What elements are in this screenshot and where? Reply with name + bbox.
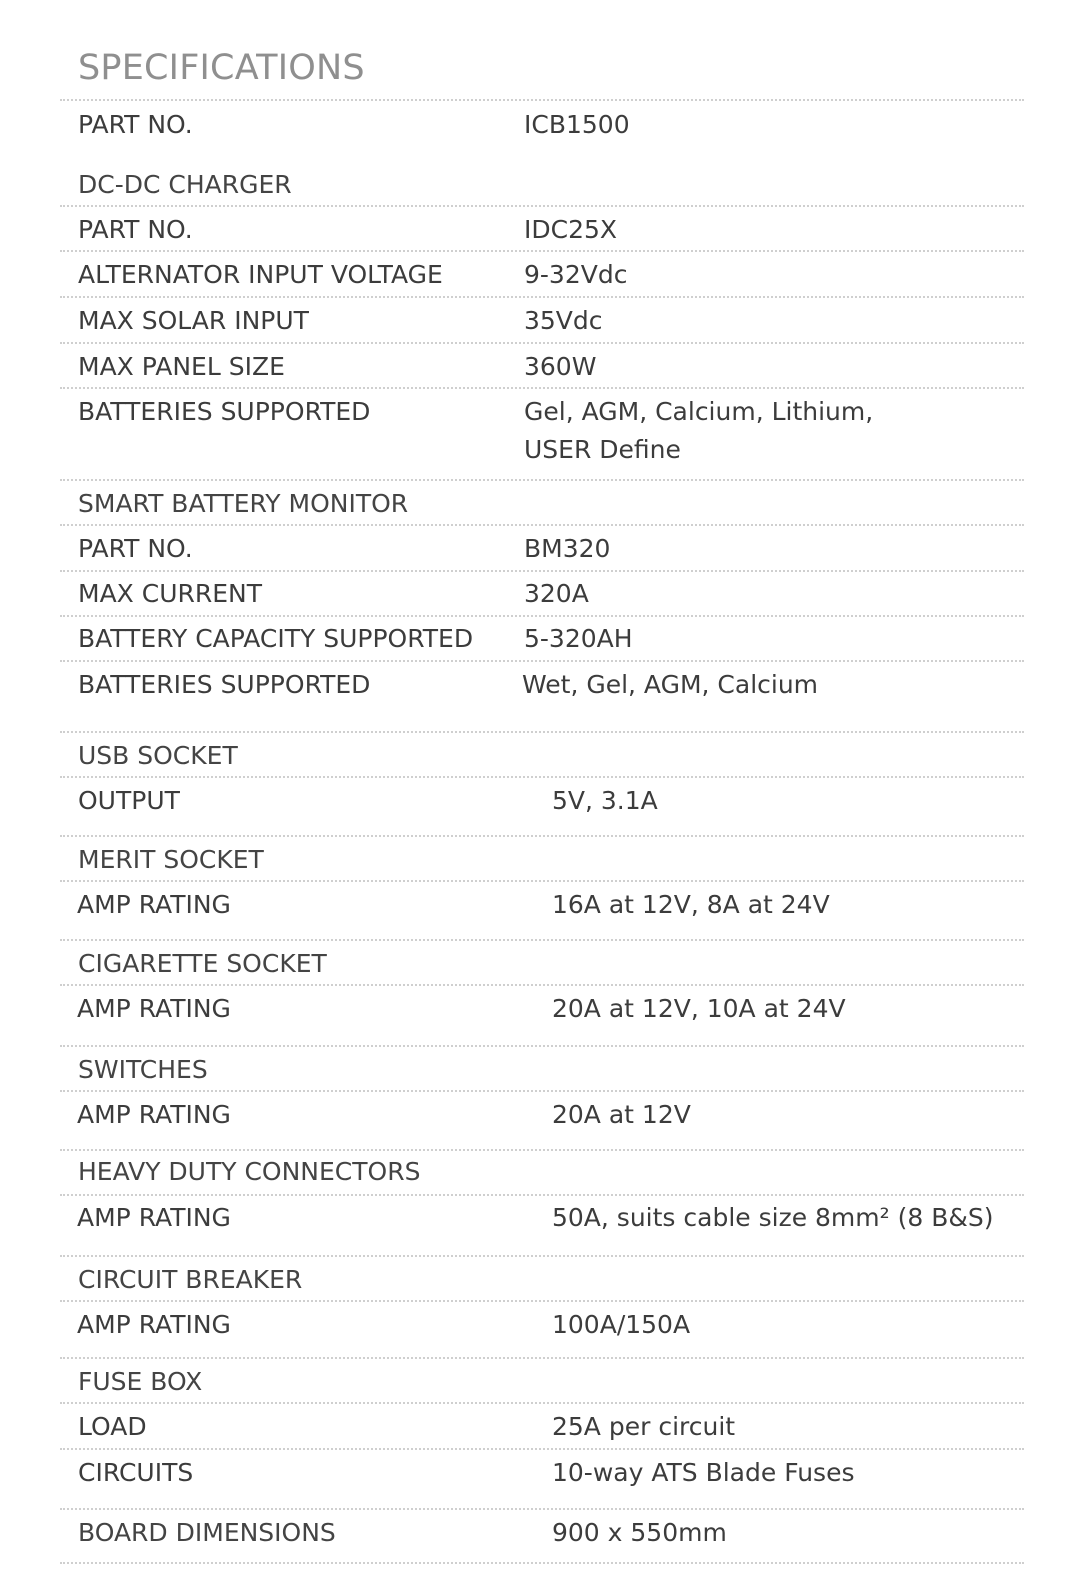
spec-value: 50A, suits cable size 8mm² (8 B&S) xyxy=(552,1203,994,1232)
spec-label: ALTERNATOR INPUT VOLTAGE xyxy=(78,260,443,289)
spec-value: IDC25X xyxy=(524,215,618,244)
section-heading-merit-socket: MERIT SOCKET xyxy=(78,845,264,874)
page-title: SPECIFICATIONS xyxy=(78,48,365,88)
divider xyxy=(60,1149,1024,1151)
spec-value: 16A at 12V, 8A at 24V xyxy=(552,890,830,919)
spec-value: 10-way ATS Blade Fuses xyxy=(552,1458,855,1487)
section-heading-fuse-box: FUSE BOX xyxy=(78,1367,203,1396)
spec-value: 25A per circuit xyxy=(552,1412,736,1441)
spec-value: Wet, Gel, AGM, Calcium xyxy=(522,670,819,699)
divider xyxy=(60,1357,1024,1359)
divider xyxy=(60,99,1024,101)
spec-label: MAX SOLAR INPUT xyxy=(78,306,309,335)
divider xyxy=(60,1255,1024,1257)
spec-value: Gel, AGM, Calcium, Lithium, xyxy=(524,397,874,426)
divider xyxy=(60,570,1024,572)
section-heading-switches: SWITCHES xyxy=(78,1055,208,1084)
spec-value: 100A/150A xyxy=(552,1310,691,1339)
divider xyxy=(60,731,1024,733)
spec-label: AMP RATING xyxy=(77,1100,231,1129)
divider xyxy=(60,1562,1024,1564)
spec-label: BATTERY CAPACITY SUPPORTED xyxy=(78,624,474,653)
section-heading-usb-socket: USB SOCKET xyxy=(78,741,238,770)
section-heading-dc-dc-charger: DC-DC CHARGER xyxy=(78,170,292,199)
section-heading-cigarette-socket: CIGARETTE SOCKET xyxy=(78,949,327,978)
spec-value: BM320 xyxy=(524,534,611,563)
divider xyxy=(60,1448,1024,1450)
divider xyxy=(60,1045,1024,1047)
divider xyxy=(60,250,1024,252)
spec-value: 360W xyxy=(524,352,597,381)
divider xyxy=(60,1090,1024,1092)
spec-value-continued: USER Define xyxy=(524,435,681,464)
spec-value: 9-32Vdc xyxy=(524,260,628,289)
spec-label: CIRCUITS xyxy=(78,1458,194,1487)
spec-label: OUTPUT xyxy=(78,786,180,815)
divider xyxy=(60,1402,1024,1404)
divider xyxy=(60,342,1024,344)
divider xyxy=(60,205,1024,207)
divider xyxy=(60,296,1024,298)
board-dimensions-value: 900 x 550mm xyxy=(552,1518,727,1547)
divider xyxy=(60,660,1024,662)
spec-label: AMP RATING xyxy=(77,994,231,1023)
divider xyxy=(60,835,1024,837)
spec-value: 20A at 12V xyxy=(552,1100,691,1129)
spec-label: LOAD xyxy=(78,1412,147,1441)
divider xyxy=(60,776,1024,778)
divider xyxy=(60,479,1024,481)
divider xyxy=(60,1508,1024,1510)
section-heading-heavy-duty-connectors: HEAVY DUTY CONNECTORS xyxy=(78,1157,421,1186)
spec-value: 320A xyxy=(524,579,589,608)
divider xyxy=(60,1300,1024,1302)
spec-label: BATTERIES SUPPORTED xyxy=(78,670,371,699)
spec-label: AMP RATING xyxy=(77,1203,231,1232)
divider xyxy=(60,939,1024,941)
spec-label: AMP RATING xyxy=(77,1310,231,1339)
section-heading-circuit-breaker: CIRCUIT BREAKER xyxy=(78,1265,303,1294)
top-part-no-label: PART NO. xyxy=(78,110,193,139)
section-heading-smart-battery-monitor: SMART BATTERY MONITOR xyxy=(78,489,409,518)
spec-value: 5V, 3.1A xyxy=(552,786,658,815)
spec-label: MAX CURRENT xyxy=(78,579,263,608)
divider xyxy=(60,387,1024,389)
divider xyxy=(60,984,1024,986)
spec-value: 35Vdc xyxy=(524,306,603,335)
spec-value: 20A at 12V, 10A at 24V xyxy=(552,994,846,1023)
spec-label: BATTERIES SUPPORTED xyxy=(78,397,371,426)
divider xyxy=(60,1194,1024,1196)
divider xyxy=(60,880,1024,882)
spec-value: 5-320AH xyxy=(524,624,633,653)
spec-label: MAX PANEL SIZE xyxy=(78,352,285,381)
top-part-no-value: ICB1500 xyxy=(524,110,630,139)
board-dimensions-label: BOARD DIMENSIONS xyxy=(78,1518,336,1547)
divider xyxy=(60,615,1024,617)
spec-label: PART NO. xyxy=(78,215,193,244)
divider xyxy=(60,524,1024,526)
spec-label: AMP RATING xyxy=(77,890,231,919)
spec-label: PART NO. xyxy=(78,534,193,563)
